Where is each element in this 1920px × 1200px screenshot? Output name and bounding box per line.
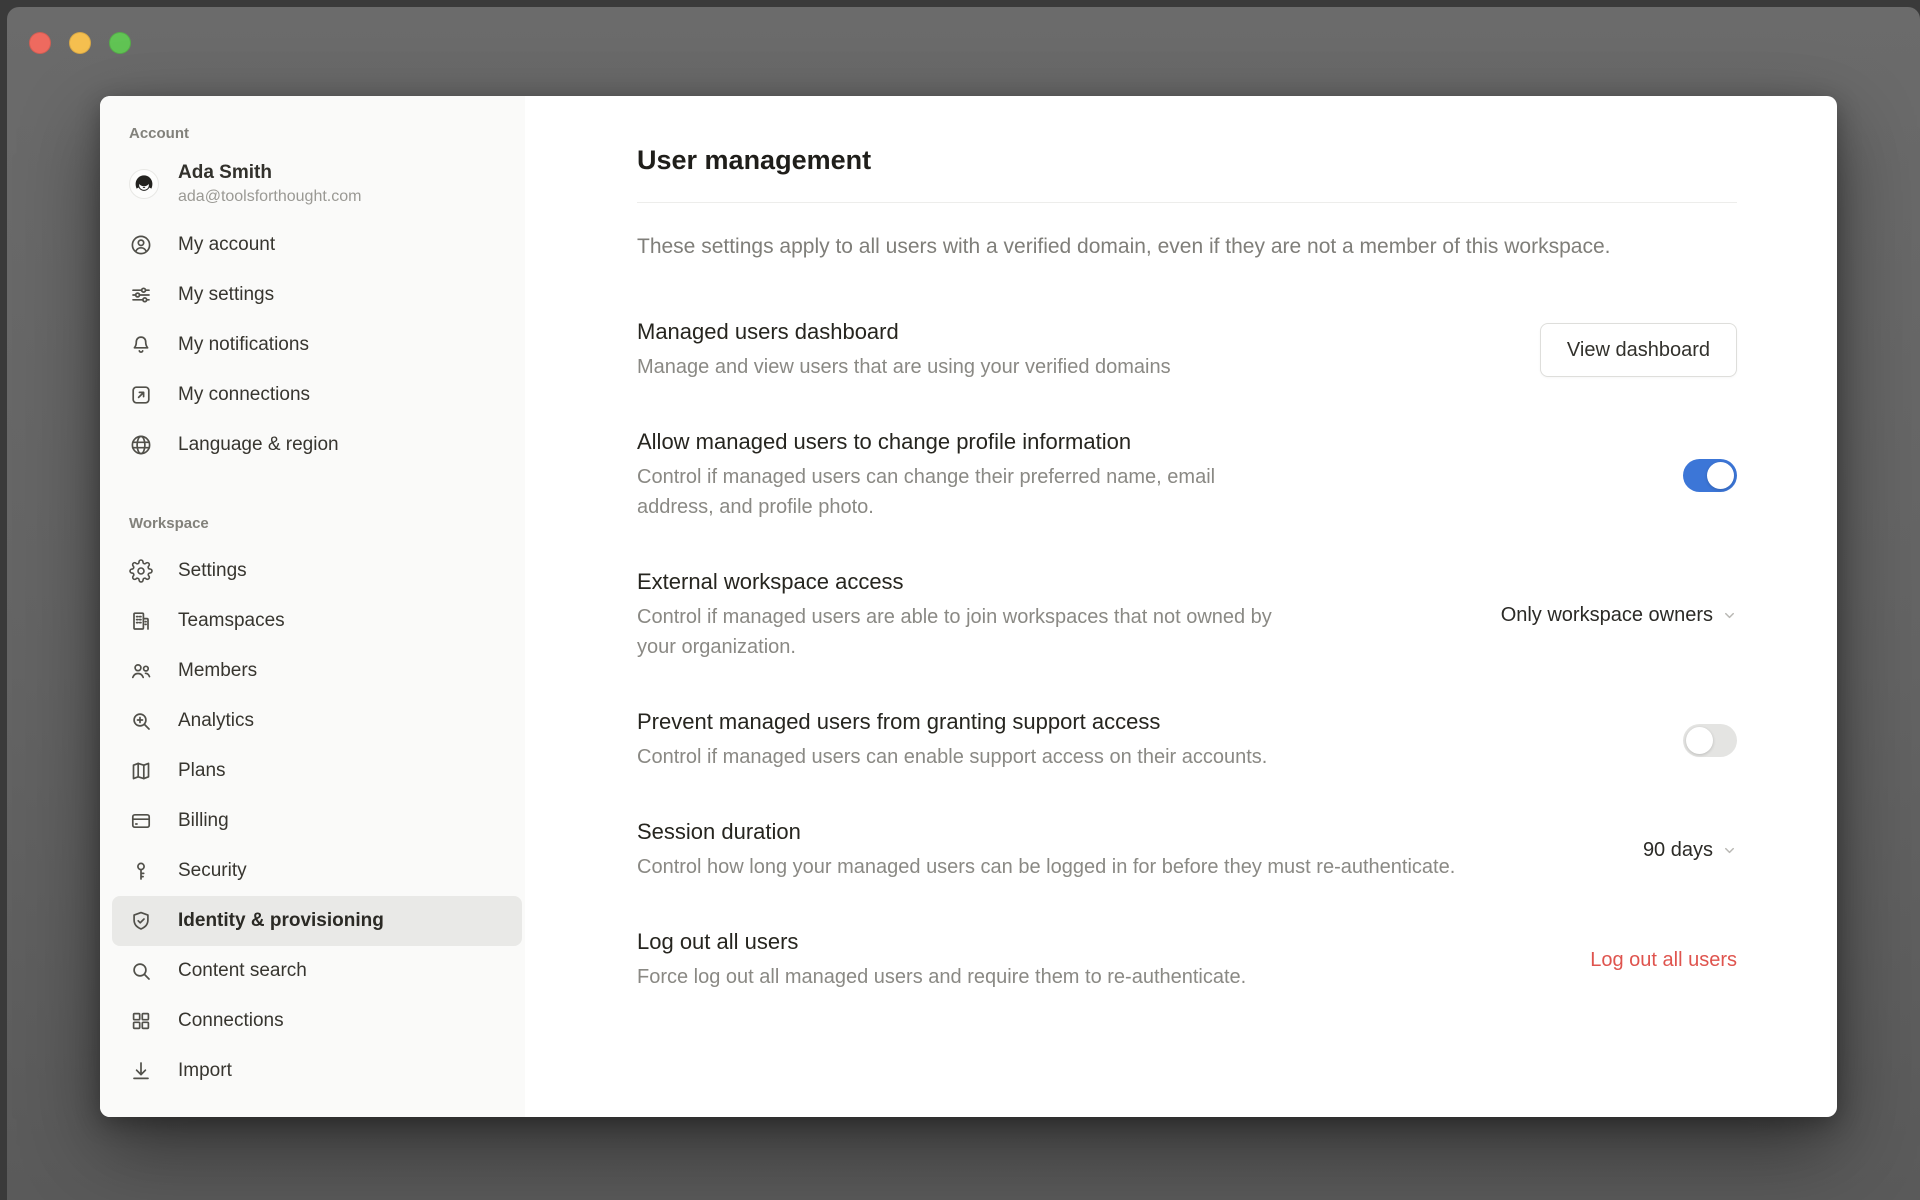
app-window [7, 7, 1920, 1200]
setting-title: Managed users dashboard [637, 319, 899, 344]
divider [637, 202, 1737, 203]
sidebar-item-label: Settings [178, 560, 247, 581]
setting-title: External workspace access [637, 569, 904, 594]
sidebar-item-label: Billing [178, 810, 229, 831]
dropdown-value: 90 days [1642, 838, 1713, 861]
search-plus-icon [129, 709, 153, 733]
bell-icon [129, 333, 153, 357]
download-icon [129, 1059, 153, 1083]
setting-description: Control if managed users are able to join workspaces that not owned by your organization. [637, 606, 1272, 658]
section-label-workspace: Workspace [129, 515, 209, 532]
sidebar-item-identity-provisioning[interactable] [112, 896, 522, 946]
search-icon [129, 959, 153, 983]
settings-sidebar [100, 96, 525, 1117]
workspace-nav [112, 546, 522, 1096]
sidebar-item-label: Connections [178, 1010, 284, 1031]
prevent-support-access-toggle[interactable] [1683, 724, 1737, 757]
page-title: User management [637, 145, 872, 175]
setting-title: Session duration [637, 819, 801, 844]
user-profile [112, 160, 522, 208]
dropdown-value: Only workspace owners [1500, 603, 1713, 626]
setting-row-prevent-support-access [637, 708, 1737, 772]
setting-title: Allow managed users to change profile information [637, 429, 1132, 454]
people-icon [129, 659, 153, 683]
sidebar-item-members[interactable] [112, 646, 522, 696]
building-icon [129, 609, 153, 633]
shield-check-icon [129, 909, 153, 933]
sidebar-item-label: Security [178, 860, 247, 881]
gear-icon [129, 559, 153, 583]
sidebar-item-label: Analytics [178, 710, 255, 731]
setting-title: Prevent managed users from granting support access [637, 709, 1161, 734]
sidebar-item-plans[interactable] [112, 746, 522, 796]
globe-icon [129, 433, 153, 457]
sidebar-item-label: My connections [178, 384, 311, 405]
person-circle-icon [129, 233, 153, 257]
sidebar-item-my-account[interactable] [112, 220, 522, 270]
view-dashboard-button[interactable]: View dashboard [1540, 323, 1737, 377]
sidebar-item-teamspaces[interactable] [112, 596, 522, 646]
toggle-knob [1707, 462, 1734, 489]
session-duration-dropdown[interactable] [1643, 839, 1737, 862]
setting-row-log-out-all-users [637, 928, 1737, 992]
sliders-icon [129, 283, 153, 307]
setting-row-session-duration [637, 818, 1737, 882]
sidebar-item-my-notifications[interactable] [112, 320, 522, 370]
sidebar-item-label: Members [178, 660, 258, 681]
sidebar-item-billing[interactable] [112, 796, 522, 846]
setting-row-external-workspace-access [637, 568, 1737, 662]
setting-description: Control if managed users can change their preferred name, email address, and profile photo. [637, 466, 1216, 518]
sidebar-item-language-region[interactable] [112, 420, 522, 470]
sidebar-item-security[interactable] [112, 846, 522, 896]
map-icon [129, 759, 153, 783]
external-access-dropdown[interactable] [1501, 604, 1737, 627]
setting-description: Force log out all managed users and require them to re-authenticate. [637, 966, 1247, 988]
sidebar-item-my-connections[interactable] [112, 370, 522, 420]
setting-description: Manage and view users that are using your verified domains [637, 356, 1171, 378]
sidebar-item-settings[interactable] [112, 546, 522, 596]
credit-card-icon [129, 809, 153, 833]
sidebar-item-my-settings[interactable] [112, 270, 522, 320]
setting-title: Log out all users [637, 929, 799, 954]
settings-dialog [100, 96, 1837, 1117]
user-name: Ada Smith [178, 162, 272, 183]
sidebar-item-content-search[interactable] [112, 946, 522, 996]
sidebar-item-label: My settings [178, 284, 275, 305]
toggle-knob [1686, 727, 1713, 754]
sidebar-item-analytics[interactable] [112, 696, 522, 746]
minimize-window-button[interactable] [69, 32, 91, 54]
sidebar-item-label: Plans [178, 760, 226, 781]
arrow-up-right-box-icon [129, 383, 153, 407]
zoom-window-button[interactable] [109, 32, 131, 54]
setting-description: Control if managed users can enable support access on their accounts. [637, 746, 1268, 768]
avatar [129, 169, 159, 199]
sidebar-item-label: Import [178, 1060, 232, 1081]
sidebar-item-label: Content search [178, 960, 307, 981]
close-window-button[interactable] [29, 32, 51, 54]
change-profile-toggle[interactable] [1683, 459, 1737, 492]
sidebar-item-label: Teamspaces [178, 610, 285, 631]
intro-text: These settings apply to all users with a verified domain, even if they are not a member of this workspace. [637, 235, 1611, 258]
setting-description: Control how long your managed users can be logged in for before they must re-authenticate. [637, 856, 1456, 878]
window-controls [29, 32, 131, 54]
user-management-panel [525, 96, 1837, 1117]
sidebar-item-label: My notifications [178, 334, 309, 355]
setting-row-managed-users-dashboard [637, 318, 1737, 382]
sidebar-item-label: My account [178, 234, 276, 255]
section-label-account: Account [129, 125, 189, 142]
sidebar-item-connections[interactable] [112, 996, 522, 1046]
grid-icon [129, 1009, 153, 1033]
sidebar-item-label: Language & region [178, 434, 339, 455]
chevron-down-icon [1722, 608, 1737, 623]
user-email: ada@toolsforthought.com [178, 188, 362, 205]
setting-row-change-profile-info [637, 428, 1737, 522]
chevron-down-icon [1722, 843, 1737, 858]
key-icon [129, 859, 153, 883]
sidebar-item-label: Identity & provisioning [178, 910, 384, 931]
log-out-all-users-button[interactable]: Log out all users [1590, 948, 1737, 971]
sidebar-item-import[interactable] [112, 1046, 522, 1096]
account-nav [112, 220, 522, 470]
